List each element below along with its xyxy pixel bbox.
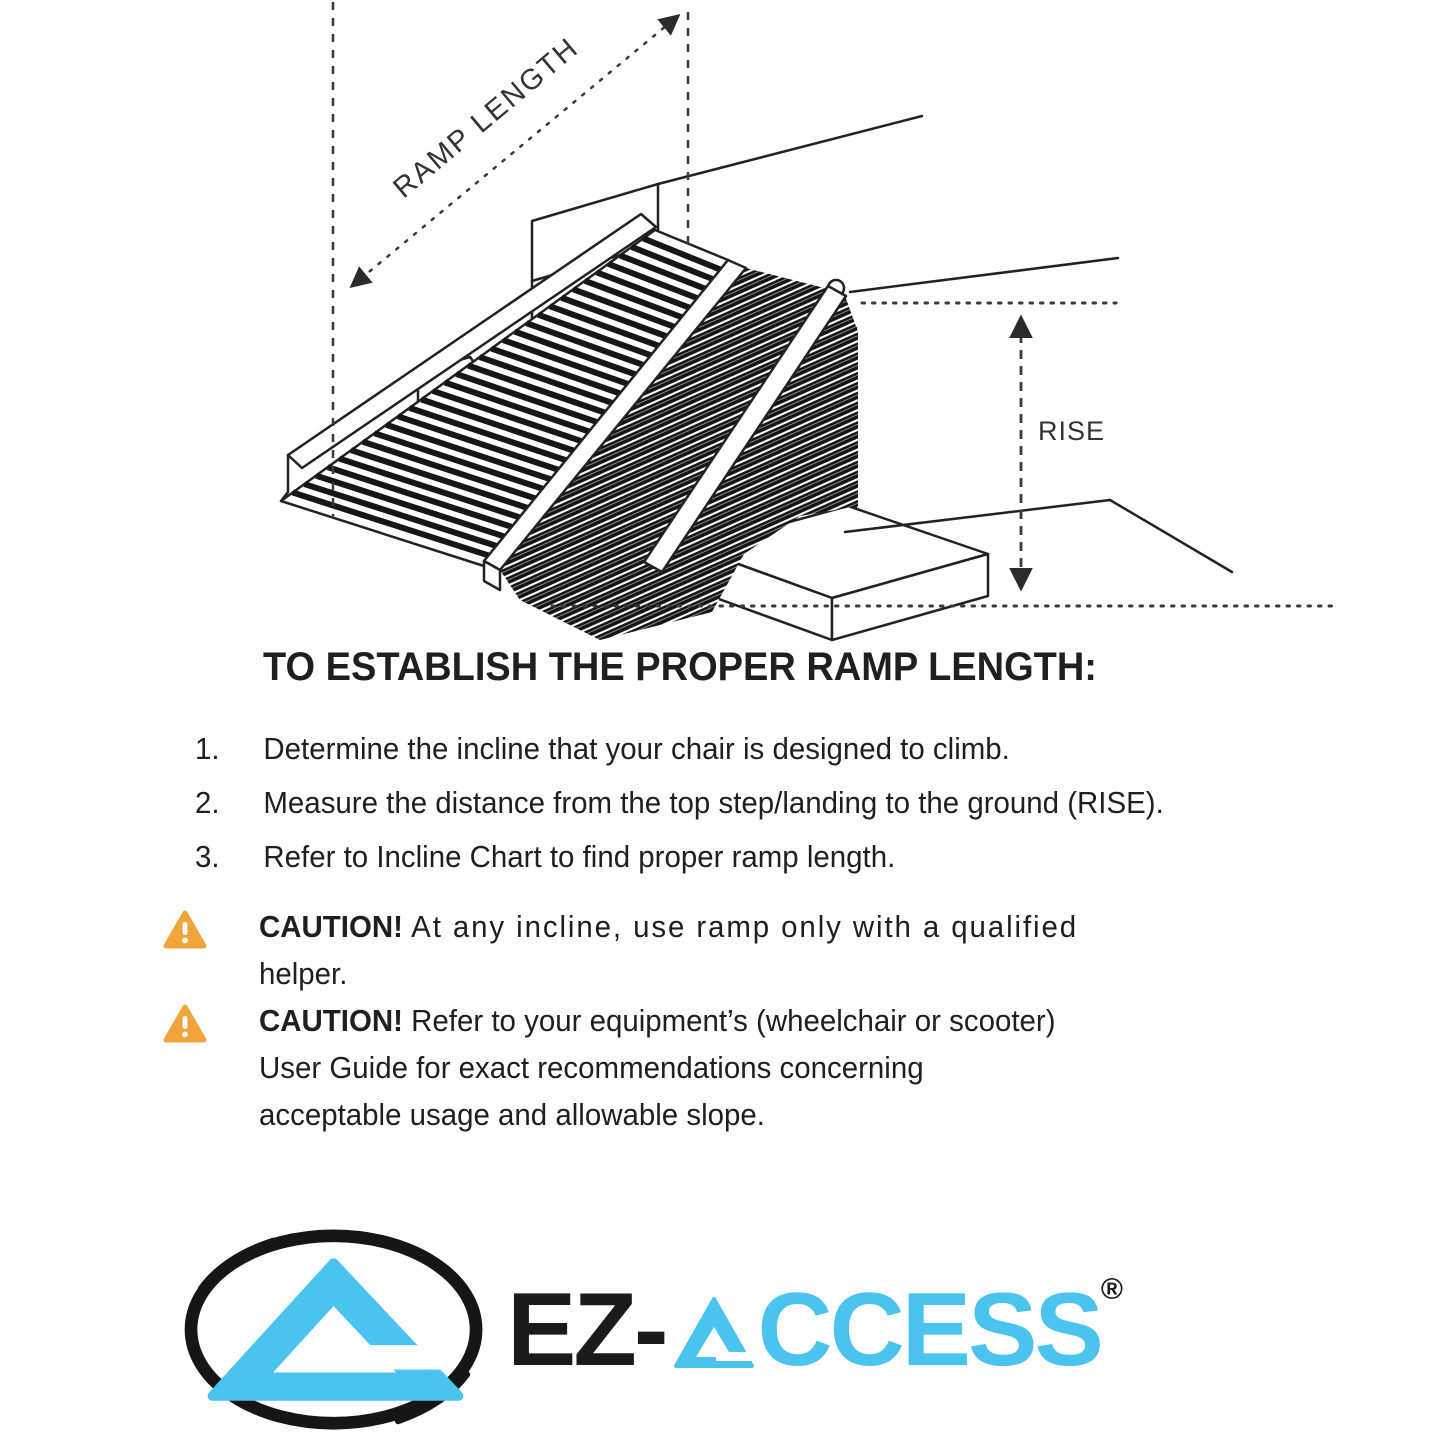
landing-back-edge: [658, 116, 922, 184]
caution-item: [163, 903, 1121, 997]
caution-text: CAUTION! Refer to your equipment’s (wheelchair or scooter) User Guide for exact recommendations concerning acceptable usage and allowable slope.: [259, 1003, 1056, 1132]
list-item: [195, 830, 1164, 884]
rise-label: RISE: [1038, 416, 1106, 446]
lower-step-right-edge: [1110, 500, 1232, 572]
list-number: 2.: [195, 785, 220, 820]
list-item: [195, 776, 1164, 830]
logo-mark: [178, 1228, 493, 1433]
ramp-length-label: RAMP LENGTH: [387, 31, 585, 205]
caution-section: [163, 903, 1121, 1138]
logo-text-ccess: CCESS: [757, 1271, 1101, 1388]
list-number: 3.: [195, 839, 220, 874]
warning-icon: [163, 910, 207, 950]
left-rail-end: [281, 455, 288, 501]
instruction-list: [195, 722, 1164, 884]
lower-step-edge: [845, 500, 1110, 532]
registered-mark: ®: [1100, 1272, 1123, 1306]
list-text: Refer to Incline Chart to find proper ramp length.: [263, 839, 896, 874]
list-number: 1.: [195, 731, 220, 766]
brand-logo: [178, 1228, 1123, 1433]
list-text: Measure the distance from the top step/landing to the ground (RISE).: [263, 785, 1164, 820]
upper-step-top-edge: [850, 258, 1118, 292]
caution-label: CAUTION!: [259, 909, 403, 944]
list-item: [195, 722, 1164, 776]
warning-icon: [163, 1004, 207, 1044]
ramp-diagram: [0, 0, 1445, 645]
page-title: TO ESTABLISH THE PROPER RAMP LENGTH:: [263, 645, 1097, 689]
caution-text: CAUTION! At any incline, use ramp only with a qualified helper.: [259, 909, 1079, 991]
logo-wordmark: [507, 1271, 1123, 1388]
list-text: Determine the incline that your chair is designed to climb.: [263, 731, 1010, 766]
caution-label: CAUTION!: [259, 1003, 403, 1038]
logo-text-ez: EZ-: [507, 1271, 666, 1388]
caution-item: [163, 997, 1121, 1138]
logo-a-triangle-icon: [672, 1294, 756, 1370]
